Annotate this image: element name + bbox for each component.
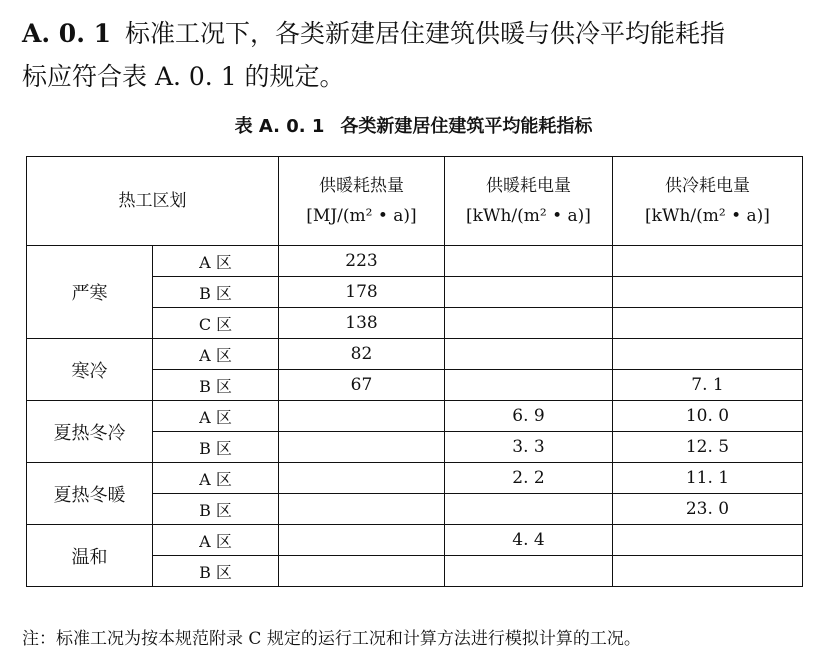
heating-energy-cell bbox=[279, 494, 445, 525]
heating-electricity-cell bbox=[445, 277, 613, 308]
table-caption bbox=[0, 112, 827, 138]
header-heating-electricity-title: 供暖耗电量 bbox=[486, 176, 571, 196]
table-note: 注：标准工况为按本规范附录 C 规定的运行工况和计算方法进行模拟计算的工况。 bbox=[22, 629, 641, 649]
zone-cell: B 区 bbox=[153, 432, 279, 463]
heating-energy-cell: 82 bbox=[279, 339, 445, 370]
header-heating-energy bbox=[279, 157, 445, 246]
zone-cell: B 区 bbox=[153, 556, 279, 587]
clause-number: A. 0. 1 bbox=[22, 19, 112, 48]
table-row bbox=[27, 246, 803, 277]
cooling-electricity-cell bbox=[613, 277, 803, 308]
zone-cell: B 区 bbox=[153, 277, 279, 308]
zone-cell: A 区 bbox=[153, 463, 279, 494]
heating-electricity-cell bbox=[445, 370, 613, 401]
table-caption-number: 表 A. 0. 1 bbox=[234, 116, 325, 137]
cooling-electricity-cell: 11. 1 bbox=[613, 463, 803, 494]
zone-cell: A 区 bbox=[153, 525, 279, 556]
heating-energy-cell bbox=[279, 463, 445, 494]
table-caption-title: 各类新建居住建筑平均能耗指标 bbox=[340, 116, 593, 137]
cooling-electricity-cell bbox=[613, 308, 803, 339]
header-cooling-electricity bbox=[613, 157, 803, 246]
table-body bbox=[27, 246, 803, 587]
table-row bbox=[27, 525, 803, 556]
heating-electricity-cell bbox=[445, 494, 613, 525]
cooling-electricity-cell bbox=[613, 556, 803, 587]
zone-cell: A 区 bbox=[153, 401, 279, 432]
cooling-electricity-cell: 23. 0 bbox=[613, 494, 803, 525]
region-cell: 夏热冬冷 bbox=[27, 401, 153, 463]
heating-energy-cell: 67 bbox=[279, 370, 445, 401]
region-cell: 严寒 bbox=[27, 246, 153, 339]
table-row bbox=[27, 401, 803, 432]
region-cell: 温和 bbox=[27, 525, 153, 587]
header-cooling-electricity-unit: [kWh/(m² • a)] bbox=[645, 206, 770, 226]
zone-cell: B 区 bbox=[153, 370, 279, 401]
intro-text-line2: 标应符合表 A. 0. 1 的规定。 bbox=[22, 62, 345, 91]
zone-cell: C 区 bbox=[153, 308, 279, 339]
heating-energy-cell bbox=[279, 556, 445, 587]
table-row bbox=[27, 339, 803, 370]
cooling-electricity-cell: 12. 5 bbox=[613, 432, 803, 463]
heating-electricity-cell: 2. 2 bbox=[445, 463, 613, 494]
heating-electricity-cell: 6. 9 bbox=[445, 401, 613, 432]
header-heating-electricity bbox=[445, 157, 613, 246]
heating-energy-cell: 178 bbox=[279, 277, 445, 308]
energy-index-table bbox=[26, 156, 803, 587]
intro-text-line1: 标准工况下，各类新建居住建筑供暖与供冷平均能耗指 bbox=[125, 19, 726, 48]
heating-electricity-cell bbox=[445, 556, 613, 587]
intro-paragraph bbox=[22, 12, 812, 98]
cooling-electricity-cell: 7. 1 bbox=[613, 370, 803, 401]
heating-electricity-cell bbox=[445, 339, 613, 370]
heating-electricity-cell: 4. 4 bbox=[445, 525, 613, 556]
heating-electricity-cell bbox=[445, 308, 613, 339]
header-heating-electricity-unit: [kWh/(m² • a)] bbox=[466, 206, 591, 226]
zone-cell: A 区 bbox=[153, 339, 279, 370]
header-heating-energy-title: 供暖耗热量 bbox=[319, 176, 404, 196]
table-row bbox=[27, 463, 803, 494]
cooling-electricity-cell bbox=[613, 525, 803, 556]
cooling-electricity-cell bbox=[613, 246, 803, 277]
heating-energy-cell bbox=[279, 525, 445, 556]
heating-energy-cell: 223 bbox=[279, 246, 445, 277]
header-cooling-electricity-title: 供冷耗电量 bbox=[665, 176, 750, 196]
cooling-electricity-cell: 10. 0 bbox=[613, 401, 803, 432]
table-header-row bbox=[27, 157, 803, 246]
cooling-electricity-cell bbox=[613, 339, 803, 370]
region-cell: 夏热冬暖 bbox=[27, 463, 153, 525]
zone-cell: A 区 bbox=[153, 246, 279, 277]
heating-energy-cell: 138 bbox=[279, 308, 445, 339]
region-cell: 寒冷 bbox=[27, 339, 153, 401]
header-zone: 热工区划 bbox=[27, 157, 279, 246]
heating-energy-cell bbox=[279, 401, 445, 432]
heating-energy-cell bbox=[279, 432, 445, 463]
header-heating-energy-unit: [MJ/(m² • a)] bbox=[306, 206, 417, 226]
zone-cell: B 区 bbox=[153, 494, 279, 525]
heating-electricity-cell bbox=[445, 246, 613, 277]
heating-electricity-cell: 3. 3 bbox=[445, 432, 613, 463]
